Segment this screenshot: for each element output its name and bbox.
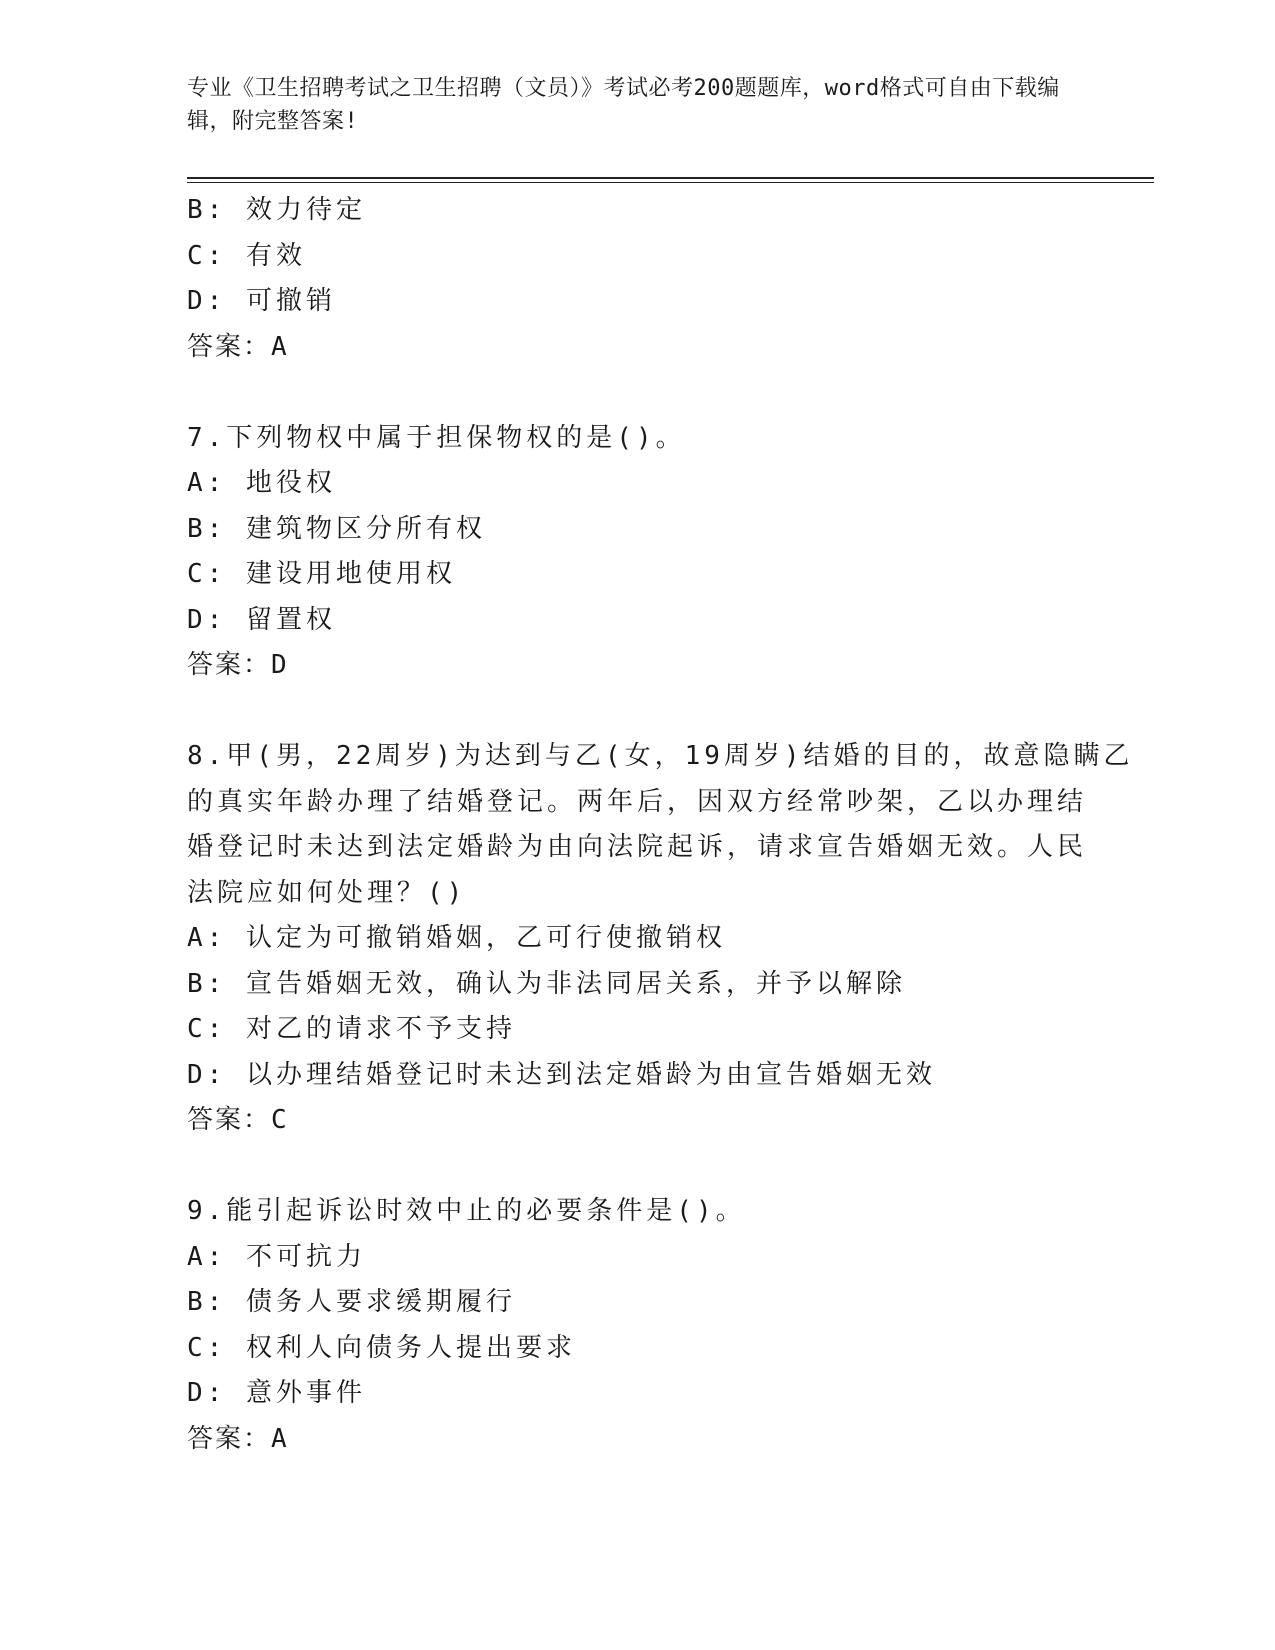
answer-line: 答案：C: [187, 1105, 289, 1135]
answer-line: 答案：A: [187, 1423, 289, 1454]
option-a: A: 不可抗力: [187, 1241, 366, 1272]
option-d: D: 留置权: [187, 604, 336, 635]
question-text-line: 8.甲(男，22周岁)为达到与乙(女，19周岁)结婚的目的，故意隐瞒乙: [187, 741, 1134, 771]
option-d: D: 可撤销: [187, 286, 336, 316]
question-text-line: 婚登记时未达到法定婚龄为由向法院起诉，请求宣告婚姻无效。人民: [187, 832, 1088, 862]
question-text-line: 法院应如何处理？(): [187, 877, 467, 908]
option-b: B: 宣告婚姻无效，确认为非法同居关系，并予以解除: [187, 968, 906, 999]
option-c: C: 权利人向债务人提出要求: [187, 1332, 576, 1363]
question-text: 9.能引起诉讼时效中止的必要条件是()。: [187, 1196, 746, 1226]
option-a: A: 认定为可撤销婚姻，乙可行使撤销权: [187, 923, 726, 953]
question-text-line: 的真实年龄办理了结婚登记。两年后，因双方经常吵架，乙以办理结: [187, 786, 1088, 817]
option-d: D: 以办理结婚登记时未达到法定婚龄为由宣告婚姻无效: [187, 1059, 936, 1090]
option-a: A: 地役权: [187, 468, 336, 498]
document-body: [187, 188, 1134, 1462]
spacer: [187, 689, 1087, 735]
option-b: B: 建筑物区分所有权: [187, 513, 486, 544]
option-b: B: 效力待定: [187, 195, 366, 225]
spacer: [187, 1144, 1087, 1190]
answer-line: 答案：D: [187, 650, 289, 680]
spacer: [187, 370, 1087, 416]
header-divider-thin: [187, 182, 1154, 183]
option-d: D: 意外事件: [187, 1378, 366, 1408]
option-b: B: 债务人要求缓期履行: [187, 1287, 516, 1317]
answer-line: 答案：A: [187, 331, 289, 362]
option-c: C: 有效: [187, 240, 306, 271]
option-c: C: 建设用地使用权: [187, 559, 456, 589]
question-text: 7.下列物权中属于担保物权的是()。: [187, 422, 686, 453]
header-divider-thick: [187, 177, 1154, 179]
document-header: 专业《卫生招聘考试之卫生招聘（文员）》考试必考200题题库，word格式可自由下载编辑，附完整答案!: [187, 76, 1060, 134]
option-c: C: 对乙的请求不予支持: [187, 1014, 516, 1044]
